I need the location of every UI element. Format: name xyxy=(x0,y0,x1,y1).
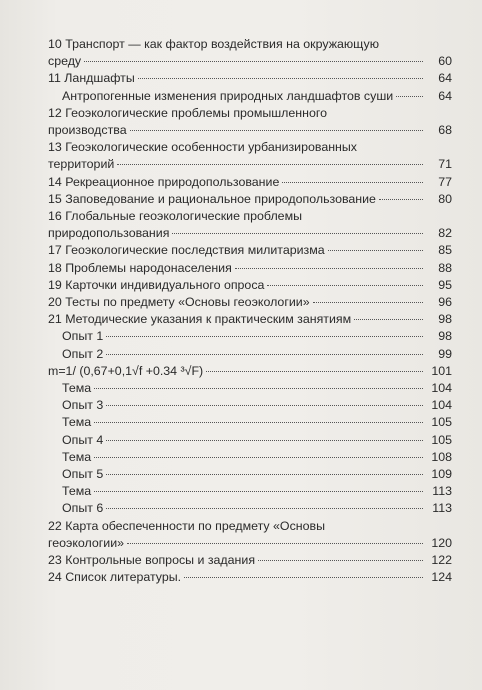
page-number: 120 xyxy=(431,535,452,550)
toc-entry-row xyxy=(62,414,452,431)
toc-entry-title-continued: производства xyxy=(48,123,127,138)
toc-entry-row xyxy=(62,500,452,517)
toc-entry-title: Опыт 4 xyxy=(62,432,104,447)
page-number: 98 xyxy=(438,329,452,344)
page-number: 113 xyxy=(432,501,452,516)
page-number: 80 xyxy=(438,191,452,206)
toc-entry-row xyxy=(48,70,452,87)
toc-entry-row xyxy=(62,466,452,483)
toc-entry xyxy=(48,105,452,139)
toc-entry-title: 19 Карточки индивидуального опроса xyxy=(48,277,265,292)
toc-entry xyxy=(48,380,452,397)
page-number: 99 xyxy=(438,346,452,361)
toc-entry-title: Опыт 2 xyxy=(62,346,104,361)
toc-entry-title: 21 Методические указания к практическим занятиям xyxy=(48,312,352,327)
toc-entry-row xyxy=(48,552,452,569)
toc-entry-title: 17 Геоэкологические последствия милитаризма xyxy=(48,243,325,258)
toc-entry-title: Опыт 3 xyxy=(62,398,104,413)
toc-entry-row xyxy=(48,311,452,328)
toc-entry-title: 13 Геоэкологические особенности урбанизированных xyxy=(48,140,358,155)
page-number: 64 xyxy=(438,71,452,86)
page-number: 96 xyxy=(438,295,452,310)
page-number: 105 xyxy=(431,415,452,430)
page-number: 105 xyxy=(431,432,452,447)
dot-leader xyxy=(94,388,423,389)
dot-leader xyxy=(379,199,423,200)
toc-entry-row xyxy=(48,53,452,70)
toc-entry xyxy=(48,260,452,277)
toc-entry-title: 12 Геоэкологические проблемы промышленного xyxy=(48,105,328,120)
toc-entry-title: 11 Ландшафты xyxy=(48,71,135,86)
toc-entry xyxy=(48,139,452,173)
dot-leader xyxy=(94,457,423,458)
toc-entry xyxy=(48,432,452,449)
page-number: 71 xyxy=(438,157,452,172)
page-number: 82 xyxy=(438,226,452,241)
toc-entry-title: 18 Проблемы народонаселения xyxy=(48,260,232,275)
dot-leader xyxy=(184,577,423,578)
toc-entry-title: m=1/ (0,67+0,1√f +0.34 ³√F) xyxy=(48,363,204,378)
dot-leader xyxy=(127,543,423,544)
toc-entry xyxy=(48,328,452,345)
dot-leader xyxy=(130,130,423,131)
dot-leader xyxy=(117,164,423,165)
toc-entry-title: 16 Глобальные геоэкологические проблемы xyxy=(48,209,302,224)
toc-entry-row xyxy=(62,483,452,500)
toc-entry-row xyxy=(48,174,452,191)
toc-entry xyxy=(48,552,452,569)
toc-entry xyxy=(48,500,452,517)
toc-entry-title: Тема xyxy=(62,381,92,396)
dot-leader xyxy=(94,491,423,492)
toc-entry xyxy=(48,242,452,259)
page-number: 64 xyxy=(438,88,452,103)
toc-entry xyxy=(48,397,452,414)
toc-entry-row xyxy=(48,191,452,208)
toc-entry-row xyxy=(62,328,452,345)
page-number: 60 xyxy=(438,54,452,69)
table-of-contents xyxy=(48,36,452,587)
dot-leader xyxy=(106,474,423,475)
toc-entry-title: Тема xyxy=(62,415,92,430)
toc-entry-title: Опыт 1 xyxy=(62,329,104,344)
toc-entry-row xyxy=(48,242,452,259)
toc-entry-title: 10 Транспорт — как фактор воздействия на окружающую xyxy=(48,37,379,51)
toc-entry-row xyxy=(62,346,452,363)
page-number: 68 xyxy=(438,123,452,138)
toc-entry-title: 14 Рекреационное природопользование xyxy=(48,174,280,189)
toc-entry-row xyxy=(48,569,452,586)
toc-entry xyxy=(48,311,452,328)
toc-entry-title: Опыт 6 xyxy=(62,501,104,516)
toc-entry-title-continued: территорий xyxy=(48,157,115,172)
toc-entry-row xyxy=(48,363,452,380)
page-number: 77 xyxy=(438,174,452,189)
toc-entry xyxy=(48,449,452,466)
dot-leader xyxy=(282,182,423,183)
toc-entry-row xyxy=(48,225,452,242)
dot-leader xyxy=(206,371,423,372)
page-number: 122 xyxy=(431,553,452,568)
page-number: 85 xyxy=(438,243,452,258)
toc-entry-row xyxy=(48,535,452,552)
toc-entry-title: Тема xyxy=(62,449,92,464)
toc-entry-row xyxy=(62,432,452,449)
toc-entry xyxy=(48,208,452,242)
toc-entry xyxy=(48,88,452,105)
toc-entry xyxy=(48,191,452,208)
toc-entry xyxy=(48,569,452,586)
dot-leader xyxy=(258,560,423,561)
toc-entry-title-continued: среду xyxy=(48,54,82,69)
toc-entry-title: Опыт 5 xyxy=(62,467,104,482)
toc-entry-row xyxy=(48,122,452,139)
toc-entry xyxy=(48,277,452,294)
toc-entry xyxy=(48,174,452,191)
toc-entry xyxy=(48,36,452,70)
toc-entry xyxy=(48,483,452,500)
toc-entry-title: 15 Заповедование и рациональное природопользование xyxy=(48,191,376,206)
toc-entry-row xyxy=(62,397,452,414)
dot-leader xyxy=(106,440,423,441)
toc-entry-title: Антропогенные изменения природных ландшафтов суши xyxy=(62,88,394,103)
dot-leader xyxy=(396,96,423,97)
page-number: 108 xyxy=(431,449,452,464)
dot-leader xyxy=(172,233,423,234)
dot-leader xyxy=(354,319,423,320)
dot-leader xyxy=(106,336,423,337)
toc-entry-row xyxy=(62,380,452,397)
page-number: 95 xyxy=(438,277,452,292)
page-number: 88 xyxy=(438,260,452,275)
dot-leader xyxy=(106,354,423,355)
toc-entry xyxy=(48,346,452,363)
page-number: 101 xyxy=(431,363,452,378)
toc-entry xyxy=(48,466,452,483)
toc-entry xyxy=(48,294,452,311)
toc-entry xyxy=(48,70,452,87)
toc-entry xyxy=(48,414,452,431)
page-number: 113 xyxy=(432,484,452,499)
toc-entry-title-continued: геоэкологии» xyxy=(48,535,125,550)
toc-entry-title: 24 Список литературы. xyxy=(48,570,182,585)
dot-leader xyxy=(94,422,423,423)
toc-entry-row xyxy=(48,294,452,311)
toc-entry-row xyxy=(48,156,452,173)
toc-entry-row xyxy=(62,88,452,105)
page-number: 124 xyxy=(431,570,452,585)
toc-entry-row xyxy=(48,277,452,294)
dot-leader xyxy=(235,268,423,269)
dot-leader xyxy=(267,285,423,286)
page-number: 109 xyxy=(431,467,452,482)
page-number: 98 xyxy=(438,312,452,327)
dot-leader xyxy=(84,61,423,62)
toc-entry-title: 20 Тесты по предмету «Основы геоэкологии» xyxy=(48,295,310,310)
toc-entry-title: 23 Контрольные вопросы и задания xyxy=(48,553,256,568)
page-number: 104 xyxy=(431,398,452,413)
dot-leader xyxy=(313,302,423,303)
toc-entry-title: Тема xyxy=(62,484,92,499)
dot-leader xyxy=(328,250,423,251)
dot-leader xyxy=(106,508,423,509)
dot-leader xyxy=(106,405,423,406)
toc-entry-row xyxy=(62,449,452,466)
toc-entry xyxy=(48,518,452,552)
page-number: 104 xyxy=(431,381,452,396)
toc-entry xyxy=(48,363,452,380)
dot-leader xyxy=(138,78,423,79)
toc-entry-title-continued: природопользования xyxy=(48,226,170,241)
toc-entry-title: 22 Карта обеспеченности по предмету «Основы xyxy=(48,518,325,533)
toc-entry-row xyxy=(48,260,452,277)
